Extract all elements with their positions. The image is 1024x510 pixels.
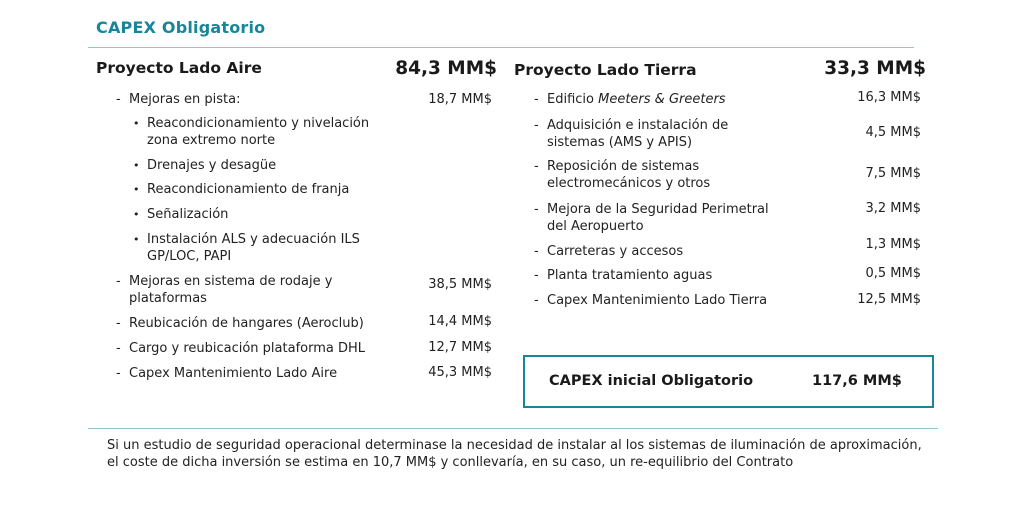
footnote: Si un estudio de seguridad operacional determinase la necesidad de instalar al los sistemas de iluminación de aproximación, el coste de dicha inversión se estima en 10,7 MM$ y conllevaría, en su caso, un re-equilibrio del Contrato [107,438,922,470]
dash-marker: - [534,118,539,133]
bullet-marker: • [133,159,140,172]
bottom-divider [88,428,938,429]
tierra-amount-edificio: 16,3 MM$ [857,90,921,105]
bullet-marker: • [133,117,140,130]
tierra-item-seguridad [547,201,769,235]
tierra-heading: Proyecto Lado Tierra [514,61,697,79]
dash-marker: - [534,92,539,107]
aire-amount-mejoras-pista: 18,7 MM$ [428,92,492,107]
dash-marker: - [116,92,121,107]
aire-subitem-als-ils [147,231,360,265]
dash-marker: - [534,202,539,217]
item-line: del Aeropuerto [547,219,644,234]
bullet-marker: • [133,183,140,196]
item-line: plataformas [129,291,207,306]
item-text: Edificio [547,92,599,107]
tierra-amount-planta: 0,5 MM$ [865,266,921,281]
aire-total: 84,3 MM$ [395,58,497,79]
item-line: Reacondicionamiento y nivelación [147,116,370,131]
aire-item-mejoras-pista: Mejoras en pista: [129,92,241,107]
tierra-item-edificio [547,91,726,108]
aire-item-rodaje [129,273,332,307]
summary-label: CAPEX inicial Obligatorio [549,373,754,389]
aire-subitem-franja: Reacondicionamiento de franja [147,182,350,197]
item-text-italic: Meeters & Greeters [598,92,726,107]
tierra-total: 33,3 MM$ [824,58,926,79]
aire-heading: Proyecto Lado Aire [96,59,262,77]
item-line: Mejora de la Seguridad Perimetral [547,202,769,217]
dash-marker: - [534,293,539,308]
item-line: Reposición de sistemas [547,159,700,174]
tierra-amount-mantenimiento: 12,5 MM$ [857,292,921,307]
item-line: sistemas (AMS y APIS) [547,135,693,150]
aire-amount-rodaje: 38,5 MM$ [428,277,492,292]
bullet-marker: • [133,233,140,246]
tierra-item-carreteras: Carreteras y accesos [547,244,684,259]
tierra-item-planta: Planta tratamiento aguas [547,268,713,283]
item-line: Adquisición e instalación de [547,118,729,133]
item-line: electromecánicos y otros [547,176,711,191]
aire-item-dhl: Cargo y reubicación plataforma DHL [129,341,366,356]
item-line: GP/LOC, PAPI [147,249,232,264]
dash-marker: - [116,274,121,289]
page-title: CAPEX Obligatorio [96,18,266,37]
tierra-item-reposicion [547,158,710,192]
item-line: Instalación ALS y adecuación ILS [147,232,360,247]
aire-amount-mantenimiento: 45,3 MM$ [428,365,492,380]
summary-value: 117,6 MM$ [812,373,902,389]
tierra-item-ams-apis [547,117,728,151]
dash-marker: - [116,366,121,381]
aire-item-mantenimiento: Capex Mantenimiento Lado Aire [129,366,338,381]
dash-marker: - [534,159,539,174]
item-line: zona extremo norte [147,133,276,148]
top-divider [88,47,914,48]
tierra-amount-carreteras: 1,3 MM$ [865,237,921,252]
aire-subitem-senalizacion: Señalización [147,207,229,222]
dash-marker: - [116,316,121,331]
aire-amount-hangares: 14,4 MM$ [428,314,492,329]
dash-marker: - [534,268,539,283]
aire-item-hangares: Reubicación de hangares (Aeroclub) [129,316,364,331]
item-line: Mejoras en sistema de rodaje y [129,274,333,289]
aire-amount-dhl: 12,7 MM$ [428,340,492,355]
tierra-amount-ams-apis: 4,5 MM$ [865,125,921,140]
tierra-amount-reposicion: 7,5 MM$ [865,166,921,181]
dash-marker: - [534,244,539,259]
bullet-marker: • [133,208,140,221]
dash-marker: - [116,341,121,356]
tierra-amount-seguridad: 3,2 MM$ [865,201,921,216]
tierra-item-mantenimiento: Capex Mantenimiento Lado Tierra [547,293,768,308]
aire-subitem-drenajes: Drenajes y desagüe [147,158,277,173]
aire-subitem-reacondicionamiento-zona [147,115,369,149]
